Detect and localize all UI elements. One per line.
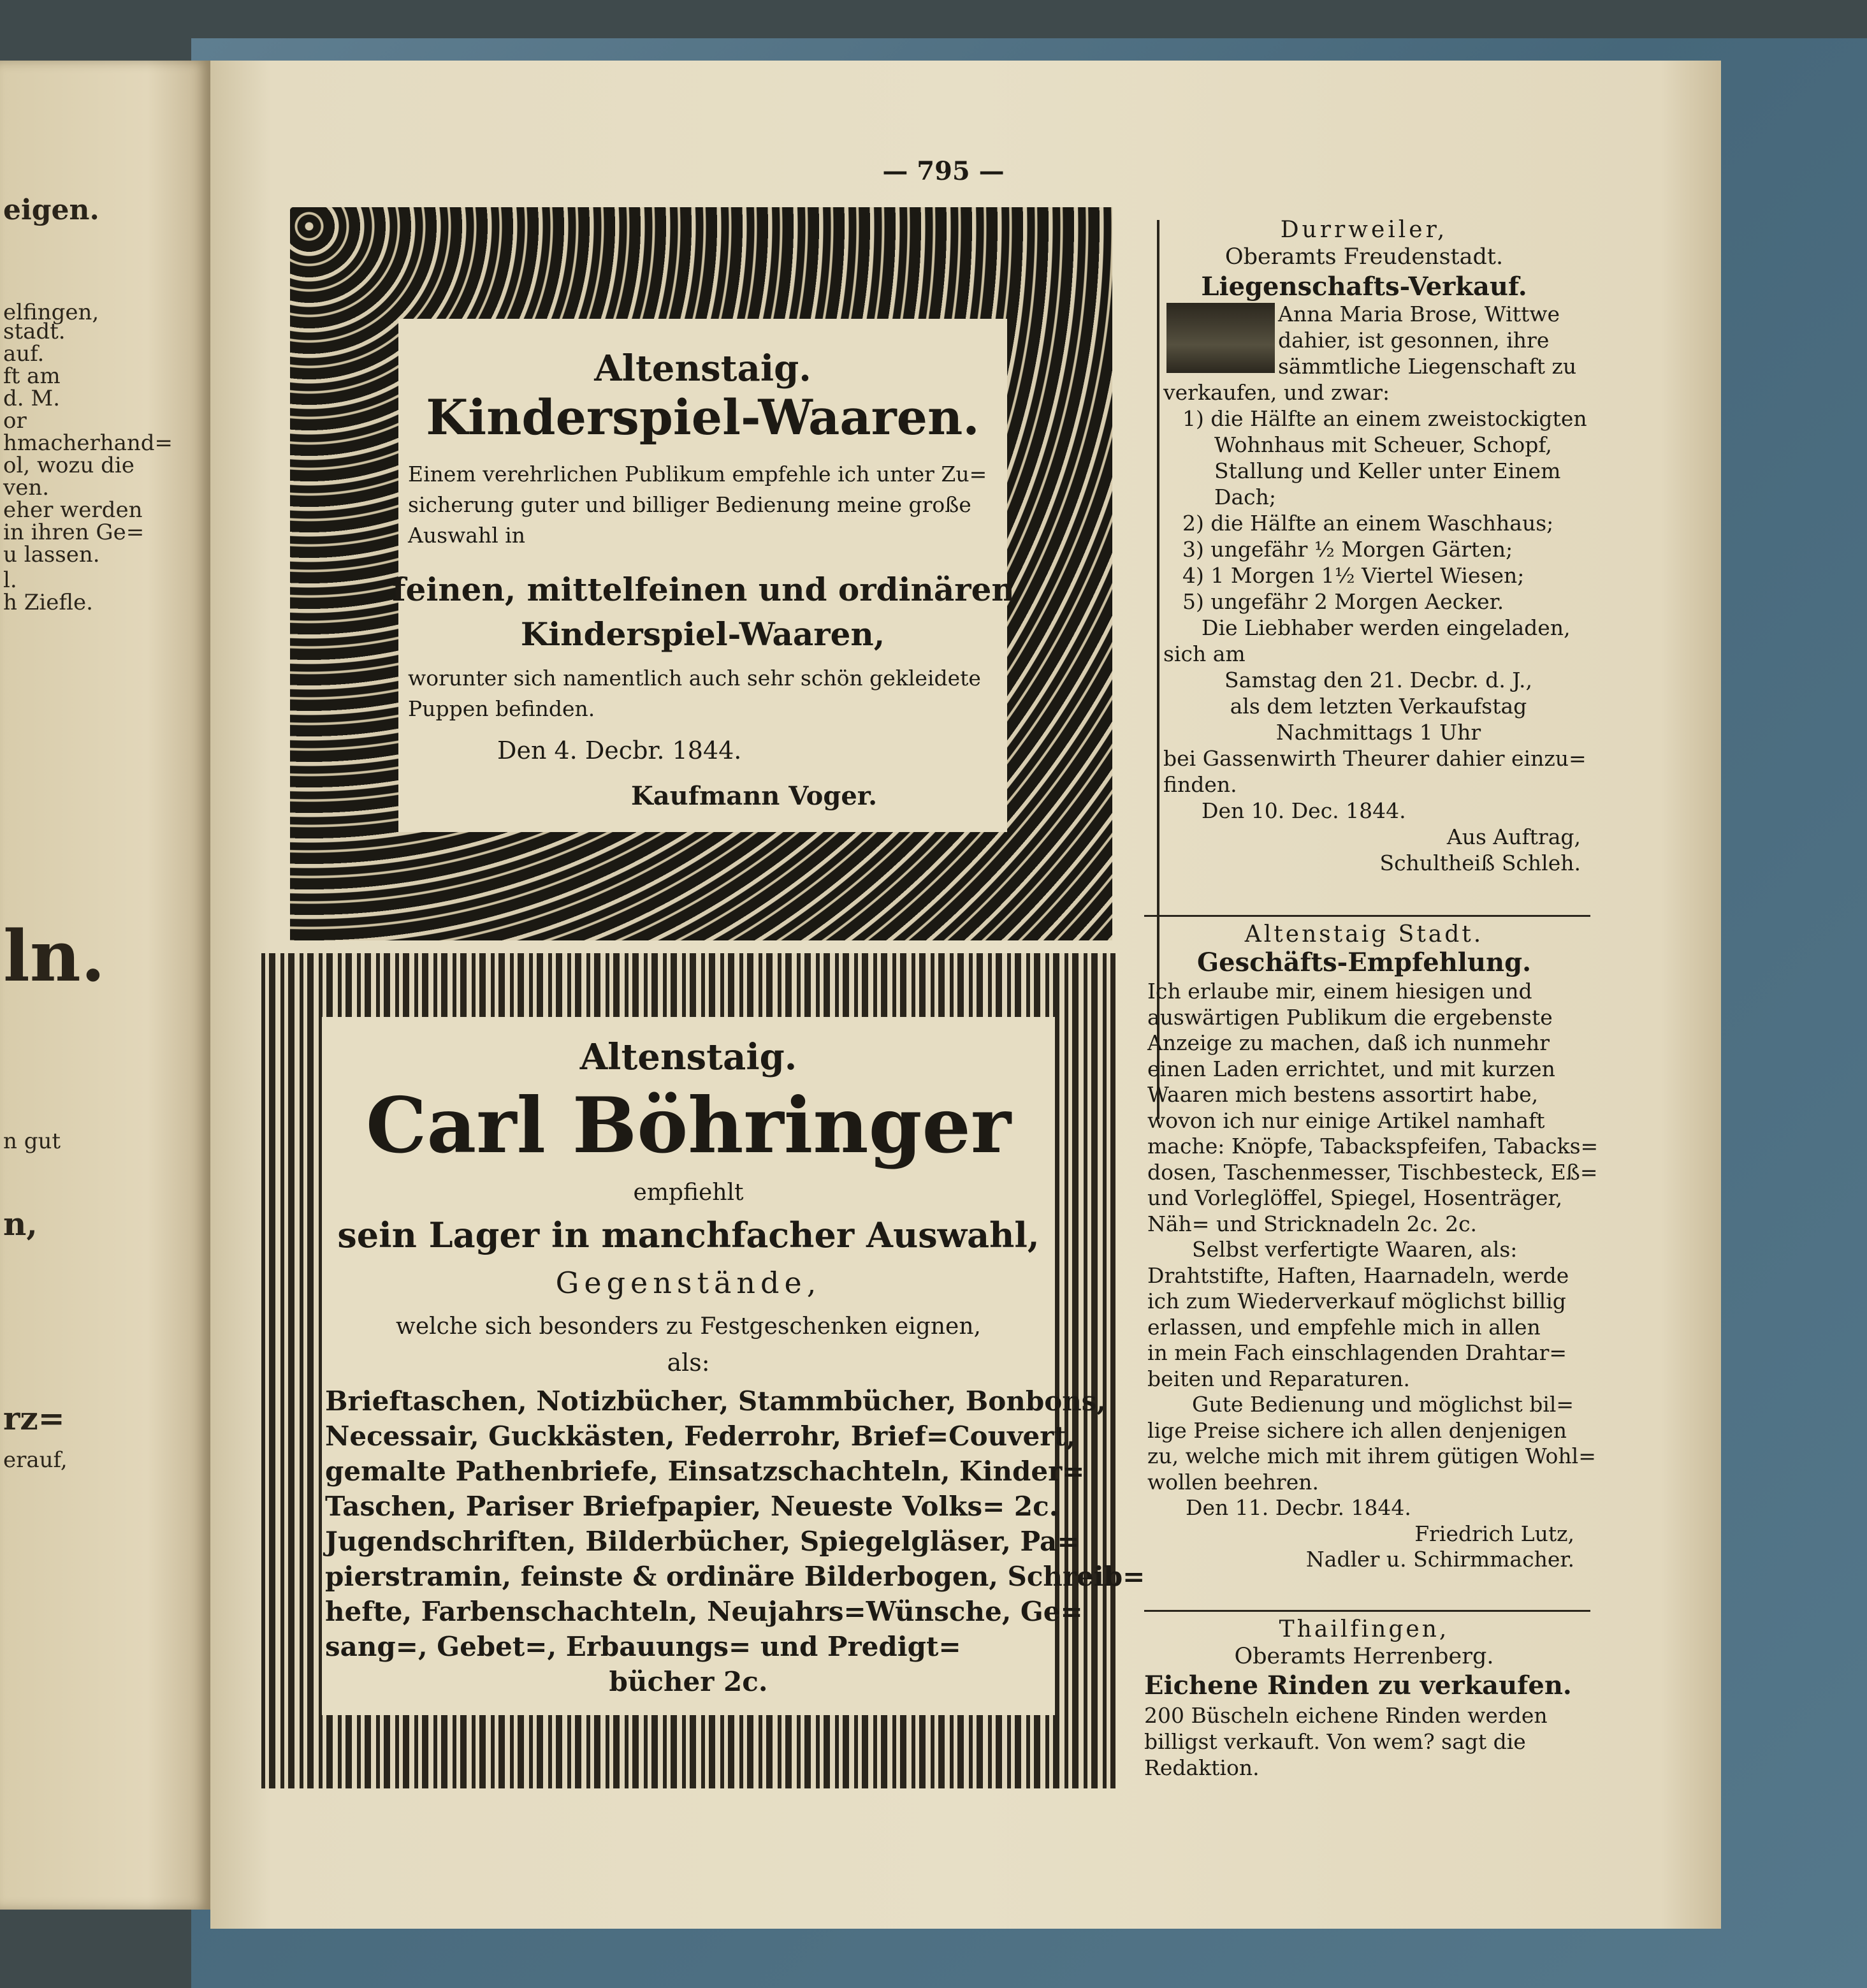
ad-boehringer-list-line: bücher 2c. <box>609 1666 768 1697</box>
durrweiler-line: 5) ungefähr 2 Morgen Aecker. <box>1182 589 1504 614</box>
ad-boehringer-name: Carl Böhringer <box>365 1081 1012 1171</box>
ad-toys-body-2-line: worunter sich namentlich auch sehr schön gekleidete <box>408 666 981 691</box>
ad-boehringer-list-line: Taschen, Pariser Briefpapier, Neueste Volks= 2c. <box>325 1491 1059 1522</box>
durrweiler-line: finden. <box>1163 772 1237 797</box>
ad-boehringer-list-line: pierstramin, feinste & ordinäre Bilderbogen, Schreib= <box>325 1561 1145 1592</box>
ad-boehringer-list <box>325 1384 1145 1699</box>
ad-boehringer-which: welche sich besonders zu Festgeschenken eignen, <box>396 1313 981 1340</box>
ad-toys-signature: Kaufmann Voger. <box>631 781 878 811</box>
durrweiler-body <box>1163 301 1594 876</box>
thailfingen-line: billigst verkauft. Von wem? sagt die <box>1144 1729 1526 1754</box>
lutz-place: Altenstaig Stadt. <box>1244 921 1484 947</box>
left-page-fragment: ven. <box>3 475 50 501</box>
lutz-line: Ich erlaube mir, einem hiesigen und <box>1147 979 1532 1004</box>
durrweiler-line: sämmtliche Liegenschaft zu <box>1278 354 1577 379</box>
ad-toys-body <box>408 459 1001 551</box>
lutz-line: dosen, Taschenmesser, Tischbesteck, Eß= <box>1147 1159 1598 1185</box>
durrweiler-title: Liegenschafts-Verkauf. <box>1201 272 1527 302</box>
ad-toys-date: Den 4. Decbr. 1844. <box>497 736 742 764</box>
left-page-fragment: d. M. <box>3 386 61 411</box>
ad-toys-body-line: Auswahl in <box>408 523 526 548</box>
left-page-fragment: n, <box>3 1205 38 1243</box>
durrweiler-line: Aus Auftrag, <box>1446 824 1581 849</box>
ad-boehringer-list-line: Brieftaschen, Notizbücher, Stammbücher, Bonbons, <box>325 1385 1107 1417</box>
durrweiler-line: Die Liebhaber werden eingeladen, <box>1202 615 1571 640</box>
left-page-fragment: eher werden <box>3 497 143 523</box>
ad-toys-body-2 <box>408 663 1001 724</box>
left-page-fragment: n gut <box>3 1129 61 1154</box>
lutz-line: zu, welche mich mit ihrem gütigen Wohl= <box>1147 1443 1596 1468</box>
left-page-fragment: stadt. <box>3 319 66 344</box>
lutz-line: Gute Bedienung und möglichst bil= <box>1192 1392 1574 1417</box>
lutz-line: und Vorleglöffel, Spiegel, Hosenträger, <box>1147 1185 1563 1210</box>
ad-toys-title: Kinderspiel-Waaren. <box>426 389 980 446</box>
left-page-fragment: ln. <box>3 915 106 997</box>
lutz-line: auswärtigen Publikum die ergebenste <box>1147 1004 1553 1030</box>
thailfingen-district: Oberamts Herrenberg. <box>1234 1644 1494 1669</box>
lutz-line: Nadler u. Schirmmacher. <box>1305 1547 1574 1572</box>
durrweiler-place: Durrweiler, <box>1280 217 1448 243</box>
lutz-line: erlassen, und empfehle mich in allen <box>1147 1314 1541 1340</box>
durrweiler-line: Anna Maria Brose, Wittwe <box>1278 302 1560 326</box>
lutz-line: in mein Fach einschlagenden Drahtar= <box>1147 1340 1567 1365</box>
durrweiler-line: 3) ungefähr ½ Morgen Gärten; <box>1182 537 1513 562</box>
left-page-fragment: h Ziefle. <box>3 590 93 615</box>
durrweiler-district: Oberamts Freudenstadt. <box>1224 244 1504 270</box>
durrweiler-line: 1) die Hälfte an einem zweistockigten <box>1182 406 1587 431</box>
ad-toys-highlight-1: feinen, mittelfeinen und ordinären <box>392 571 1015 608</box>
durrweiler-line: Nachmittags 1 Uhr <box>1275 720 1481 745</box>
lutz-line: Friedrich Lutz, <box>1414 1521 1574 1546</box>
ad-boehringer-list-line: gemalte Pathenbriefe, Einsatzschachteln, Kinder= <box>325 1456 1085 1487</box>
ad-boehringer-list-line: Necessair, Guckkästen, Federrohr, Brief=Couvert, <box>325 1421 1076 1452</box>
durrweiler-line: 4) 1 Morgen 1½ Viertel Wiesen; <box>1182 563 1525 588</box>
left-page-fragment: rz= <box>3 1400 65 1437</box>
durrweiler-line: 2) die Hälfte an einem Waschhaus; <box>1182 511 1554 536</box>
ad-toys-body-line: sicherung guter und billiger Bedienung meine große <box>408 492 971 517</box>
page-number: — 795 — <box>882 156 1005 186</box>
lutz-line: Waaren mich bestens assortirt habe, <box>1147 1082 1539 1107</box>
durrweiler-line: Stallung und Keller unter Einem <box>1214 458 1561 483</box>
ad-boehringer-list-line: hefte, Farbenschachteln, Neujahrs=Wünsche, Ge= <box>325 1596 1083 1627</box>
thailfingen-body <box>1144 1702 1590 1781</box>
lutz-line: Den 11. Decbr. 1844. <box>1186 1495 1411 1520</box>
left-page-fragment: eigen. <box>3 194 99 226</box>
lutz-line: Näh= und Stricknadeln 2c. 2c. <box>1147 1211 1478 1236</box>
ad-boehringer-list-line: Jugendschriften, Bilderbücher, Spiegelgläser, Pa= <box>325 1526 1080 1557</box>
left-page-fragment: ol, wozu die <box>3 453 134 478</box>
ad-boehringer-items-word: Gegenstände, <box>555 1266 822 1300</box>
lutz-line: wovon ich nur einige Artikel namhaft <box>1147 1107 1545 1133</box>
left-page-fragment: l. <box>3 567 17 593</box>
ad-toys-body-2-line: Puppen befinden. <box>408 696 595 721</box>
durrweiler-line: dahier, ist gesonnen, ihre <box>1278 328 1550 353</box>
durrweiler-line: sich am <box>1163 641 1246 666</box>
lutz-body <box>1147 979 1599 1573</box>
ad-toys-place: Altenstaig. <box>594 347 811 390</box>
ad-toys-body-line: Einem verehrlichen Publikum empfehle ich unter Zu= <box>408 462 987 486</box>
left-page-fragment: hmacherhand= <box>3 430 173 456</box>
durrweiler-line: Samstag den 21. Decbr. d. J., <box>1224 668 1532 692</box>
left-page <box>0 61 210 1910</box>
durrweiler-line: bei Gassenwirth Theurer dahier einzu= <box>1163 746 1587 771</box>
durrweiler-line: Den 10. Dec. 1844. <box>1202 798 1406 823</box>
rule-1 <box>1144 915 1590 917</box>
ad-boehringer-list-line: sang=, Gebet=, Erbauungs= und Predigt= <box>325 1631 961 1662</box>
thailfingen-place: Thailfingen, <box>1279 1616 1449 1642</box>
left-page-fragment: or <box>3 408 27 434</box>
lutz-title: Geschäfts-Empfehlung. <box>1196 947 1532 977</box>
thailfingen-line: 200 Büscheln eichene Rinden werden <box>1144 1703 1548 1728</box>
durrweiler-line: Dach; <box>1214 485 1276 509</box>
lutz-line: lige Preise sichere ich allen denjenigen <box>1147 1417 1567 1443</box>
lutz-line: Anzeige zu machen, daß ich nunmehr <box>1147 1030 1550 1055</box>
ad-toys-highlight-2: Kinderspiel-Waaren, <box>520 615 885 653</box>
ad-boehringer-as: als: <box>667 1348 710 1377</box>
left-page-fragment: in ihren Ge= <box>3 520 145 545</box>
rule-2 <box>1144 1610 1590 1612</box>
thailfingen-line: Redaktion. <box>1144 1755 1260 1780</box>
left-page-fragment: u lassen. <box>3 542 100 567</box>
ad-boehringer-headline: sein Lager in manchfacher Auswahl, <box>337 1215 1040 1255</box>
ad-boehringer-place: Altenstaig. <box>579 1036 797 1078</box>
durrweiler-line: als dem letzten Verkaufstag <box>1230 694 1527 719</box>
lutz-line: einen Laden errichtet, und mit kurzen <box>1147 1056 1555 1081</box>
lutz-line: Selbst verfertigte Waaren, als: <box>1192 1237 1518 1262</box>
left-page-fragment: ft am <box>3 363 61 389</box>
lutz-line: Drahtstifte, Haften, Haarnadeln, werde <box>1147 1262 1569 1288</box>
left-page-fragment: elfingen, <box>3 300 99 325</box>
durrweiler-line: verkaufen, und zwar: <box>1163 380 1390 405</box>
lutz-line: beiten und Reparaturen. <box>1147 1366 1411 1391</box>
left-page-fragment: erauf, <box>3 1447 68 1473</box>
left-page-fragment: auf. <box>3 341 45 367</box>
lutz-line: mache: Knöpfe, Tabackspfeifen, Tabacks= <box>1147 1134 1599 1158</box>
lutz-line: ich zum Wiederverkauf möglichst billig <box>1147 1289 1566 1313</box>
durrweiler-line: Schultheiß Schleh. <box>1379 851 1581 875</box>
thailfingen-title: Eichene Rinden zu verkaufen. <box>1144 1670 1572 1700</box>
ad-boehringer-recommends: empfiehlt <box>633 1180 744 1206</box>
lutz-line: wollen beehren. <box>1147 1469 1319 1495</box>
durrweiler-line: Wohnhaus mit Scheuer, Schopf, <box>1214 432 1552 457</box>
